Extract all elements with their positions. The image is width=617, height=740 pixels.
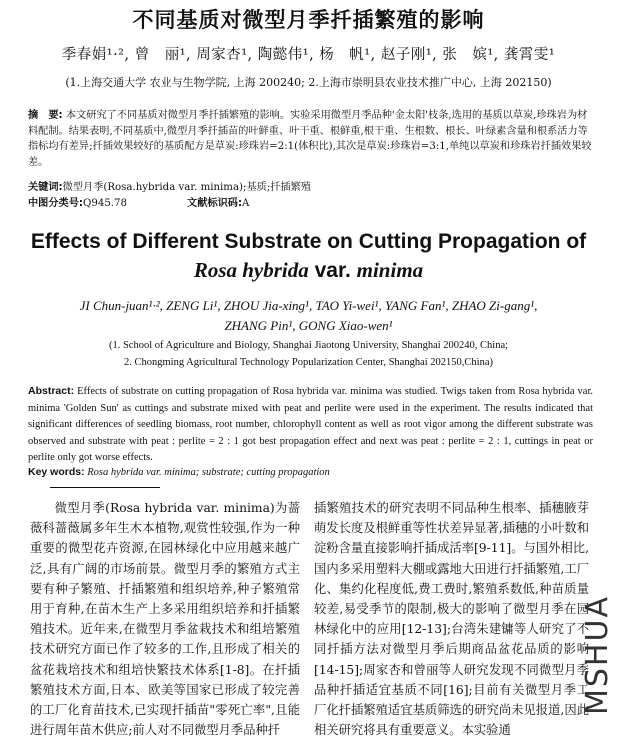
chinese-abstract-label: 摘 要:: [28, 110, 63, 121]
chinese-authors: 季春娟¹·², 曾 丽¹, 周家杏¹, 陶懿伟¹, 杨 帆¹, 赵子刚¹, 张 嫔¹, 龚霄雯¹: [61, 47, 556, 63]
body-column-right: 插繁殖技术的研究表明不同品种生根率、插穗腋芽萌发长度及根鲜重等性状差异显著,插穗的小叶数和淀粉含量直接影响扦插成活率[9-11]。与国外相比,国内多采用塑料大棚或露地大田进行扦插繁殖,工厂化、集约化程度低,费工费时,繁殖系数低,种苗质量较差,易受季节的限制,极大的影响了微型月季在园林绿化中的应用[12-13];台湾朱建镛等人研究了不同扦插方法对微型月季后期商品盆花品质的影响[14-15];周家杏和曾丽等人研究发现不同微型月季品种扦插适宜基质不同[16];目前有关微型月季工厂化扦插繁殖适宜基质筛选的研究尚未见报道,因此相关研究将具有重要意义。本实验通: [314, 501, 589, 738]
english-authors-line1: JI Chun-juan¹·², ZENG Li¹, ZHOU Jia-xing¹, TAO Yi-wei¹, YANG Fan¹, ZHAO Zi-gang¹,: [79, 298, 538, 313]
english-affiliation: [20, 337, 597, 371]
english-authors: [20, 296, 597, 336]
class-number-value: Q945.78: [83, 198, 128, 209]
english-affiliation-2: 2. Chongming Agricultural Technology Popularization Center, Shanghai 202150,China): [123, 357, 493, 368]
chinese-abstract: [28, 108, 593, 170]
english-keywords-label: Key words:: [28, 466, 85, 478]
english-title-main: Effects of Different Substrate on Cutting Propagation of: [30, 230, 587, 253]
english-abstract-text: Effects of substrate on cutting propagation of Rosa hybrida var. minima was studied. Twigs taken from Rosa hybrida var. minima 'Golden Sun' as cuttings and substrate mixed with peat and perlite were used in the experiment. The results indicated that significant differences of seedling biomass, root number, chlorophyll content as well as root vigor among the different substrate was observed and substrate with peat : perlite = 2 : 1 got best propagation effect and next was peat : perlite = 2 : 1, cuttings in peat or perlite only got worse effects.: [28, 386, 593, 463]
english-keywords-text: Rosa hybrida var. minima; substrate; cutting propagation: [87, 467, 330, 478]
class-number-label: 中图分类号:: [28, 198, 84, 209]
watermark: MSHUA: [580, 595, 615, 715]
english-title-minima: minima: [356, 258, 424, 282]
doc-code-label: 文献标识码:: [187, 198, 243, 209]
english-affiliation-1: (1. School of Agriculture and Biology, Shanghai Jiaotong University, Shanghai 200240, China;: [108, 340, 509, 351]
english-title-species: Rosa hybrida: [193, 258, 309, 282]
chinese-keywords-label: 关键词:: [28, 182, 63, 193]
english-abstract-label: Abstract:: [28, 385, 75, 397]
chinese-title: 不同基质对微型月季扦插繁殖的影响: [132, 7, 485, 32]
chinese-keywords-text: 微型月季(Rosa.hybrida var. minima);基质;扦插繁殖: [62, 182, 311, 193]
english-keywords: [28, 466, 593, 478]
doc-code-value: A: [242, 198, 250, 209]
chinese-affiliation: (1.上海交通大学 农业与生物学院, 上海 200240; 2.上海市崇明县农业技术推广中心, 上海 202150): [65, 76, 552, 89]
english-title-var: var.: [308, 259, 357, 282]
english-title: [0, 228, 617, 285]
section-divider: [50, 487, 160, 488]
chinese-abstract-text: 本文研究了不同基质对微型月季扦插繁殖的影响。实验采用微型月季品种'金太阳'枝条,选用的基质以草炭,珍珠岩为材料配制。结果表明,不同基质中,微型月季扦插苗的叶鲜重、叶干重、根鲜重,根干重、生根数、根长、叶绿素含量和根系活力等指标均有差异;扦插效果较好的基质配方是草炭:珍珠岩=2:1(体积比),其次是草炭:珍珠岩=3:1,单纯以草炭和珍珠岩扦插效果较差。: [28, 110, 592, 168]
classification-line: [28, 194, 593, 209]
english-authors-line2: ZHANG Pin¹, GONG Xiao-wen¹: [224, 318, 393, 333]
english-abstract: [28, 383, 593, 467]
chinese-keywords: [28, 178, 593, 193]
body-column-left: 微型月季(Rosa hybrida var. minima)为蔷薇科蔷薇属多年生木本植物,观赏性较强,作为一种重要的微型花卉资源,在园林绿化中应用越来越广泛,具有广阔的市场前景。微型月季的繁殖方式主要有种子繁殖、扦插繁殖和组织培养,种子繁殖常用于育种,在苗木生产上多采用组织培养和扦插繁殖技术。近年来,在微型月季盆栽技术和组培繁殖技术研究方面已作了较多的工作,且形成了相关的盆花栽培技术和组培快繁技术体系[1-8]。在扦插繁殖技术方面,日本、欧美等国家已形成了较完善的工厂化育苗技术,已实现扦插苗"零死亡率",且能进行周年苗木供应;前人对不同微型月季品种扦: [30, 501, 300, 738]
